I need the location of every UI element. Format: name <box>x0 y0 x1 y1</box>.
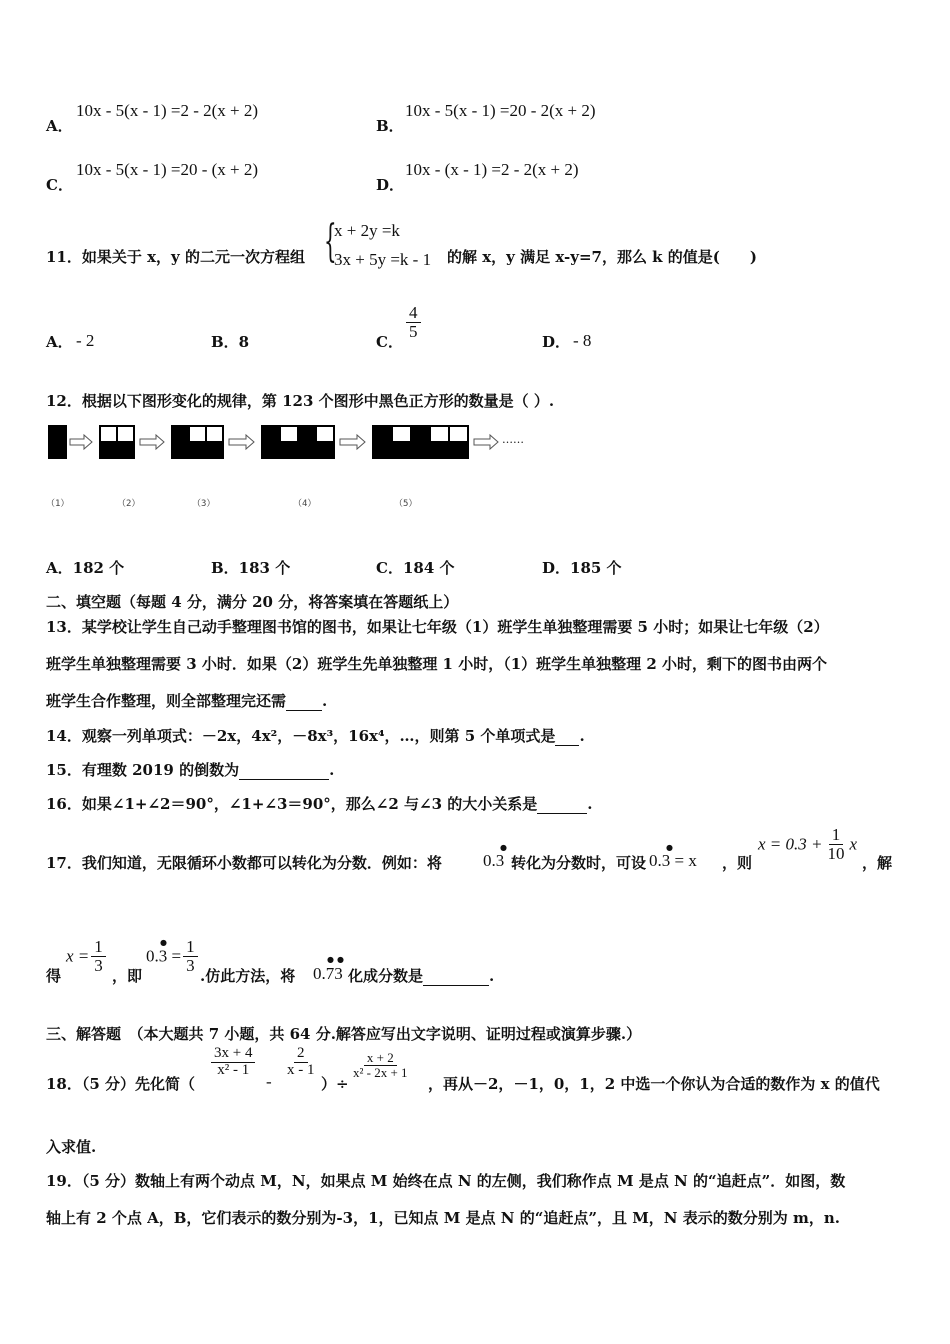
black-square <box>262 442 280 458</box>
q17-repeating-decimal-2: 0.3 = x <box>649 851 697 870</box>
white-square <box>392 426 411 442</box>
q18-minus: - <box>266 1072 272 1091</box>
q17-end: . <box>489 967 495 985</box>
q10-option-b-expr: 10x - 5(x - 1) =20 - 2(x + 2) <box>405 101 596 120</box>
equation-brace: { <box>324 216 337 267</box>
q15-end: . <box>329 761 335 779</box>
q11-option-a-value: - 2 <box>76 331 95 350</box>
q16-question <box>46 793 592 814</box>
black-square <box>280 442 298 458</box>
fraction-denominator: 5 <box>409 321 418 341</box>
q18-fraction-3 <box>348 1051 413 1079</box>
fraction-denominator: x² - 1 <box>217 1061 250 1078</box>
q11-suffix: 的解 x，y 满足 x-y=7，那么 k 的值是( ) <box>447 248 757 266</box>
q13-line-3 <box>46 690 327 711</box>
fraction-denominator: 3 <box>186 955 195 975</box>
black-square <box>49 442 66 458</box>
q10-option-b-label: B． <box>376 117 404 135</box>
black-square <box>430 442 449 458</box>
black-square <box>49 426 66 442</box>
q14-text: 14．观察一列单项式：－2x，4x²，－8x³，16x⁴，…，则第 5 个单项式是 <box>46 727 556 745</box>
arrow-icon <box>140 435 164 449</box>
section-3-heading: 三、解答题 （本大题共 7 小题，共 64 分.解答应写出文字说明、证明过程或演算步骤.） <box>46 1025 642 1043</box>
q11-option-d-label: D． <box>542 333 571 351</box>
black-square <box>373 442 392 458</box>
q11-option-d-value: - 8 <box>573 331 592 350</box>
figure-label-3: （3） <box>192 499 216 509</box>
q17-result <box>146 938 200 975</box>
q18-text-2: ，再从－2，－1，0，1，2 中选一个你认为合适的数作为 x 的值代 <box>428 1075 880 1093</box>
q18-close-divide: ）÷ <box>321 1075 349 1093</box>
black-square <box>172 442 189 458</box>
q11-prefix: 11．如果关于 x，y 的二元一次方程组 <box>46 248 305 266</box>
fraction-numerator: 1 <box>829 826 844 845</box>
arrow-icon <box>340 435 365 449</box>
q14-question <box>46 725 585 746</box>
equation-left: x = 0.3 + <box>758 834 823 854</box>
white-square <box>430 426 449 442</box>
fraction-denominator: 3 <box>94 955 103 975</box>
white-square <box>206 426 223 442</box>
pattern-ellipsis: …… <box>502 433 524 446</box>
q17-repeating-decimal-1 <box>483 851 504 871</box>
black-square <box>373 426 392 442</box>
q11-option-c-label: C． <box>376 333 403 351</box>
q11-option-b: B．8 <box>211 333 250 351</box>
q10-option-d-expr: 10x - (x - 1) =2 - 2(x + 2) <box>405 160 579 179</box>
repeating-decimal: 0.3 <box>483 851 505 870</box>
black-square <box>117 442 134 458</box>
q18-fraction-1 <box>209 1046 257 1079</box>
q17-equation <box>758 826 857 863</box>
q19-line-1: 19．（5 分）数轴上有两个动点 M，N，如果点 M 始终在点 N 的左侧，我们称作点 M 是点 N 的“追赶点”．如图，数 <box>46 1172 846 1190</box>
q16-end: . <box>587 795 593 813</box>
q13-line-3-text: 班学生合作整理，则全部整理完还需 <box>46 692 287 710</box>
q11-option-a-label: A． <box>46 333 73 351</box>
black-square <box>411 442 430 458</box>
black-square <box>262 426 280 442</box>
fraction-numerator: 1 <box>91 938 106 957</box>
figure-label-2: （2） <box>117 499 141 509</box>
fraction-numerator: 2 <box>294 1046 308 1063</box>
q17-text-1: 17．我们知道，无限循环小数都可以转化为分数．例如：将 <box>46 854 442 872</box>
q17-solution <box>66 938 108 975</box>
figure-label-4: （4） <box>293 499 317 509</box>
black-square <box>189 442 206 458</box>
q17-text-5: 得 <box>46 967 62 985</box>
q14-end: . <box>579 727 585 745</box>
white-square <box>189 426 206 442</box>
answer-blank <box>555 731 579 746</box>
q10-option-c-expr: 10x - 5(x - 1) =20 - (x + 2) <box>76 160 259 179</box>
q10-option-a-expr: 10x - 5(x - 1) =2 - 2(x + 2) <box>76 101 259 120</box>
arrow-icon <box>229 435 254 449</box>
black-square <box>298 442 316 458</box>
repeat-dot: ● <box>160 938 167 947</box>
q18-text-1: 18．（5 分）先化简（ <box>46 1075 196 1093</box>
fraction-numerator: 3x + 4 <box>211 1046 255 1063</box>
q10-option-d-label: D． <box>376 176 405 194</box>
q16-text: 16．如果∠1+∠2＝90°，∠1+∠3＝90°，那么∠2 与∠3 的大小关系是 <box>46 795 538 813</box>
q17-text-6: ，即 <box>112 967 143 985</box>
white-square <box>449 426 468 442</box>
fraction-numerator: 1 <box>183 938 198 957</box>
q17-text-8-label: 化成分数是 <box>348 967 424 985</box>
repeat-dot: ● <box>500 843 507 852</box>
fraction-denominator: x² - 2x + 1 <box>353 1064 408 1080</box>
q18-fraction-2 <box>282 1046 320 1079</box>
q12-option-d: D．185 个 <box>542 559 622 577</box>
white-square <box>316 426 334 442</box>
fraction-numerator: 4 <box>406 304 421 323</box>
q12-option-b: B．183 个 <box>211 559 291 577</box>
black-square <box>411 426 430 442</box>
answer-blank <box>239 765 329 780</box>
arrow-icon <box>474 435 498 449</box>
figure-label-5: （5） <box>394 499 418 509</box>
q10-option-c-label: C． <box>46 176 73 194</box>
result-left: 0.3 = <box>146 946 182 966</box>
q17-text-4: ，解 <box>862 854 893 872</box>
q10-option-a-label: A． <box>46 117 73 135</box>
q12-question: 12．根据以下图形变化的规律，第 123 个图形中黑色正方形的数量是（ ）. <box>46 392 555 410</box>
white-square <box>117 426 134 442</box>
solution-left: x = <box>66 946 90 966</box>
fraction-denominator: 10 <box>827 843 845 863</box>
repeat-dots: ●● <box>327 955 347 964</box>
figure-label-1: （1） <box>46 499 70 509</box>
answer-blank <box>423 971 489 986</box>
q17-text-2: 转化为分数时，可设 <box>511 854 647 872</box>
black-square <box>392 442 411 458</box>
q15-question <box>46 759 334 780</box>
white-square <box>280 426 298 442</box>
equation-variable: x <box>849 834 858 854</box>
q19-line-2: 轴上有 2 个点 A，B，它们表示的数分别为-3，1，已知点 M 是点 N 的“追赶点”，且 M，N 表示的数分别为 m，n. <box>46 1209 840 1227</box>
answer-blank <box>286 696 322 711</box>
q11-equation-1: x + 2y =k <box>334 221 400 240</box>
white-square <box>100 426 117 442</box>
arrow-icon <box>70 435 92 449</box>
q17-text-8 <box>348 965 494 986</box>
black-square <box>449 442 468 458</box>
q17-text-3: ，则 <box>722 854 753 872</box>
q17-repeating-decimal-4: 0.73 <box>313 964 343 983</box>
fraction-numerator: x + 2 <box>364 1051 397 1066</box>
black-square <box>100 442 117 458</box>
q13-line-1: 13．某学校让学生自己动手整理图书馆的图书，如果让七年级（1）班学生单独整理需要 5 小时；如果让七年级（2） <box>46 618 829 636</box>
fraction-denominator: x - 1 <box>287 1061 315 1078</box>
q12-pattern-figure <box>46 422 546 466</box>
black-square <box>172 426 189 442</box>
black-square <box>206 442 223 458</box>
q13-end: . <box>322 692 328 710</box>
black-square <box>316 442 334 458</box>
q12-option-a: A．182 个 <box>46 559 125 577</box>
repeat-dot: ● <box>666 843 673 852</box>
q11-equation-2: 3x + 5y =k - 1 <box>334 250 432 269</box>
q18-text-3: 入求值. <box>46 1138 97 1156</box>
answer-blank <box>537 799 587 814</box>
q11-option-c-fraction <box>404 304 423 341</box>
section-2-heading: 二、填空题（每题 4 分，满分 20 分，将答案填在答题纸上） <box>46 593 459 611</box>
q13-line-2: 班学生单独整理需要 3 小时．如果（2）班学生先单独整理 1 小时，（1）班学生单独整理 2 小时，剩下的图书由两个 <box>46 655 828 673</box>
q12-option-c: C．184 个 <box>376 559 455 577</box>
q15-text: 15．有理数 2019 的倒数为 <box>46 761 240 779</box>
q17-text-7: .仿此方法，将 <box>200 967 296 985</box>
black-square <box>298 426 316 442</box>
